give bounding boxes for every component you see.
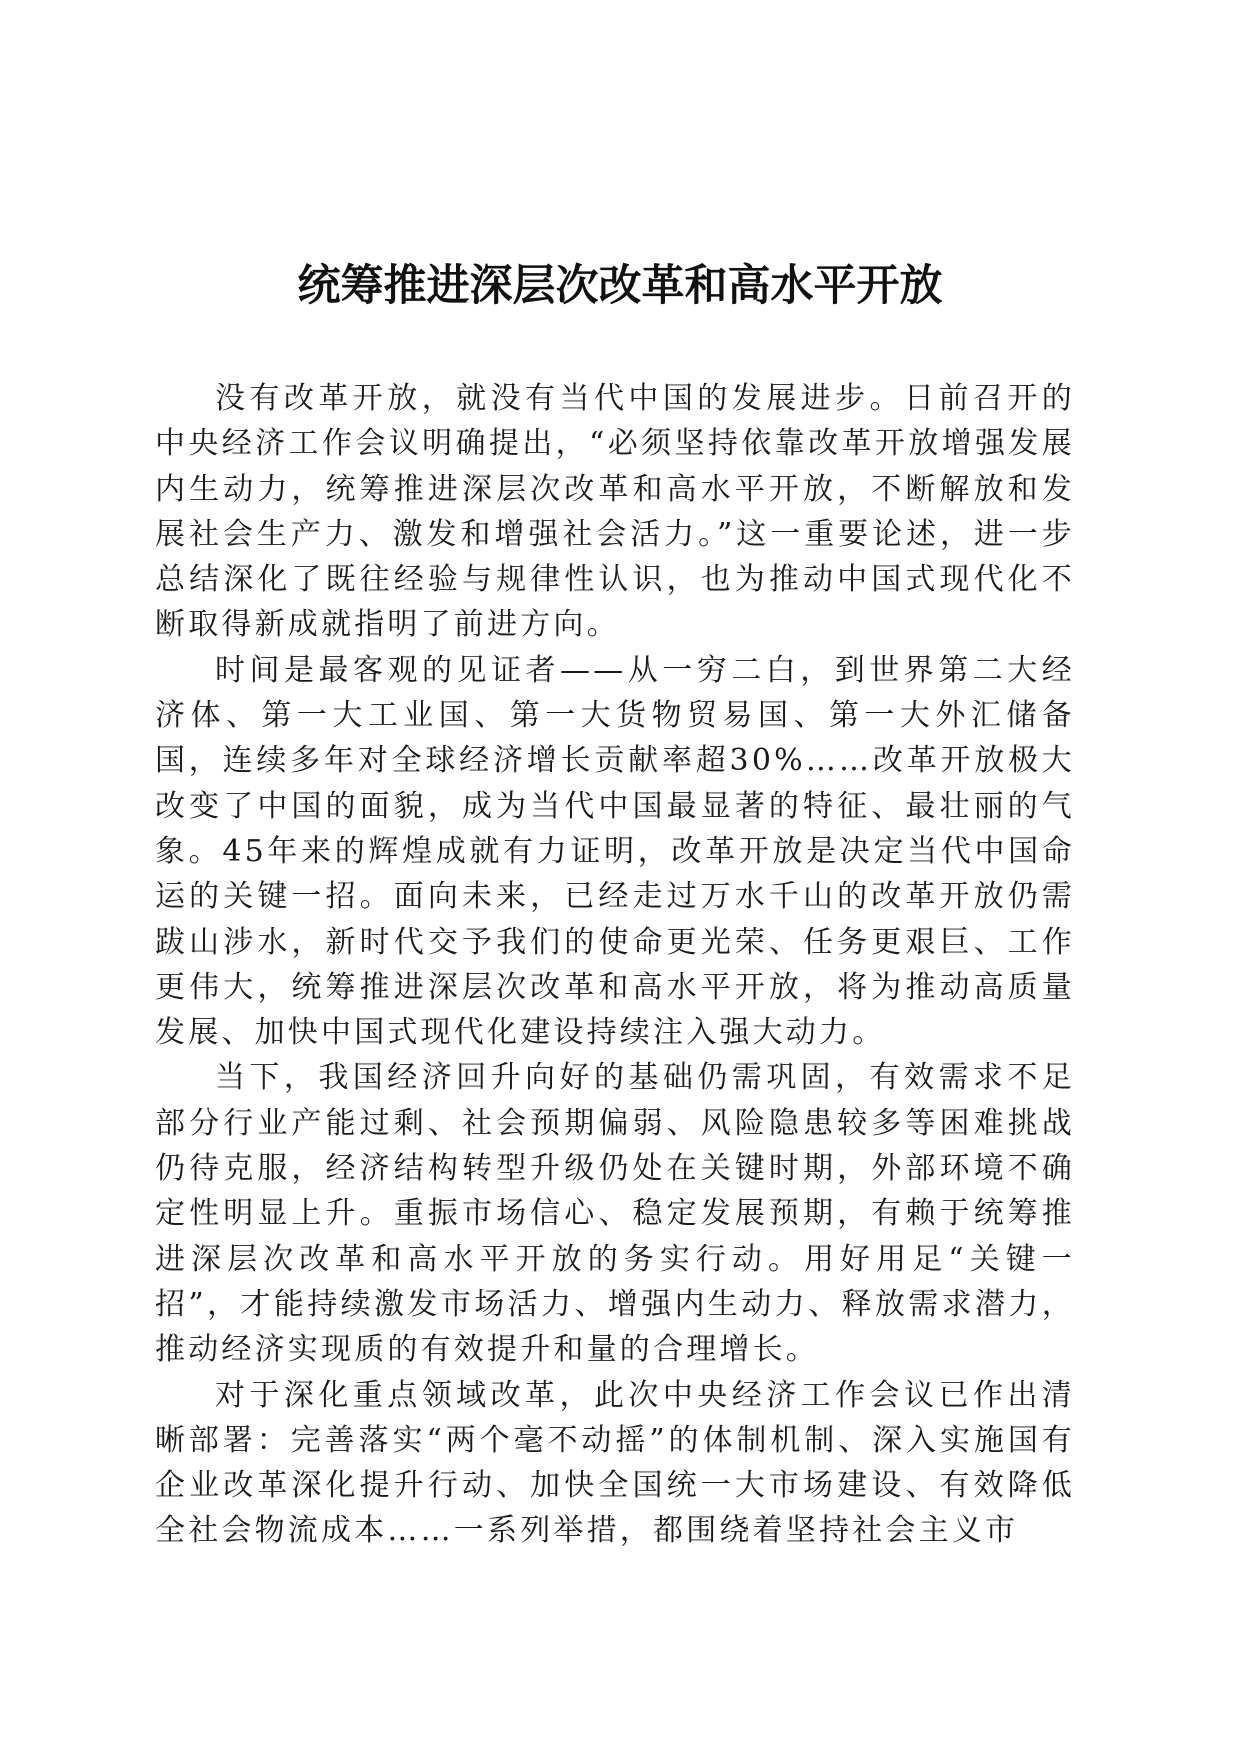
paragraph: 当下，我国经济回升向好的基础仍需巩固，有效需求不足部分行业产能过剩、社会预期偏弱、风险隐患较多等困难挑战仍待克服，经济结构转型升级仍处在关键时期，外部环境不确定性明显上升。重振市场信心、稳定发展预期，有赖于统筹推进深层次改革和高水平开放的务实行动。用好用足“关键一招”，才能持续激发市场活力、增强内生动力、释放需求潜力，推动经济实现质的有效提升和量的合理增长。 (155, 1060, 1075, 1368)
document-body (155, 376, 1075, 1554)
document-title: 统筹推进深层次改革和高水平开放 (297, 261, 943, 311)
paragraph: 没有改革开放，就没有当代中国的发展进步。日前召开的中央经济工作会议明确提出，“必须坚持依靠改革开放增强发展内生动力，统筹推进深层次改革和高水平开放，不断解放和发展社会生产力、激发和增强社会活力。”这一重要论述，进一步总结深化了既往经验与规律性认识，也为推动中国式现代化不断取得新成就指明了前进方向。 (155, 381, 1075, 643)
paragraph: 对于深化重点领域改革，此次中央经济工作会议已作出清晰部署：完善落实“两个毫不动摇”的体制机制、深入实施国有企业改革深化提升行动、加快全国统一大市场建设、有效降低全社会物流成本……一系列举措，都围绕着坚持社会主义市 (155, 1377, 1075, 1549)
paragraph: 时间是最客观的见证者——从一穷二白，到世界第二大经济体、第一大工业国、第一大货物贸易国、第一大外汇储备国，连续多年对全球经济增长贡献率超30%……改革开放极大改变了中国的面貌，成为当代中国最显著的特征、最壮丽的气象。45年来的辉煌成就有力证明，改革开放是决定当代中国命运的关键一招。面向未来，已经走过万水千山的改革开放仍需跋山涉水，新时代交予我们的使命更光荣、任务更艰巨、工作更伟大，统筹推进深层次改革和高水平开放，将为推动高质量发展、加快中国式现代化建设持续注入强大动力。 (155, 652, 1075, 1051)
